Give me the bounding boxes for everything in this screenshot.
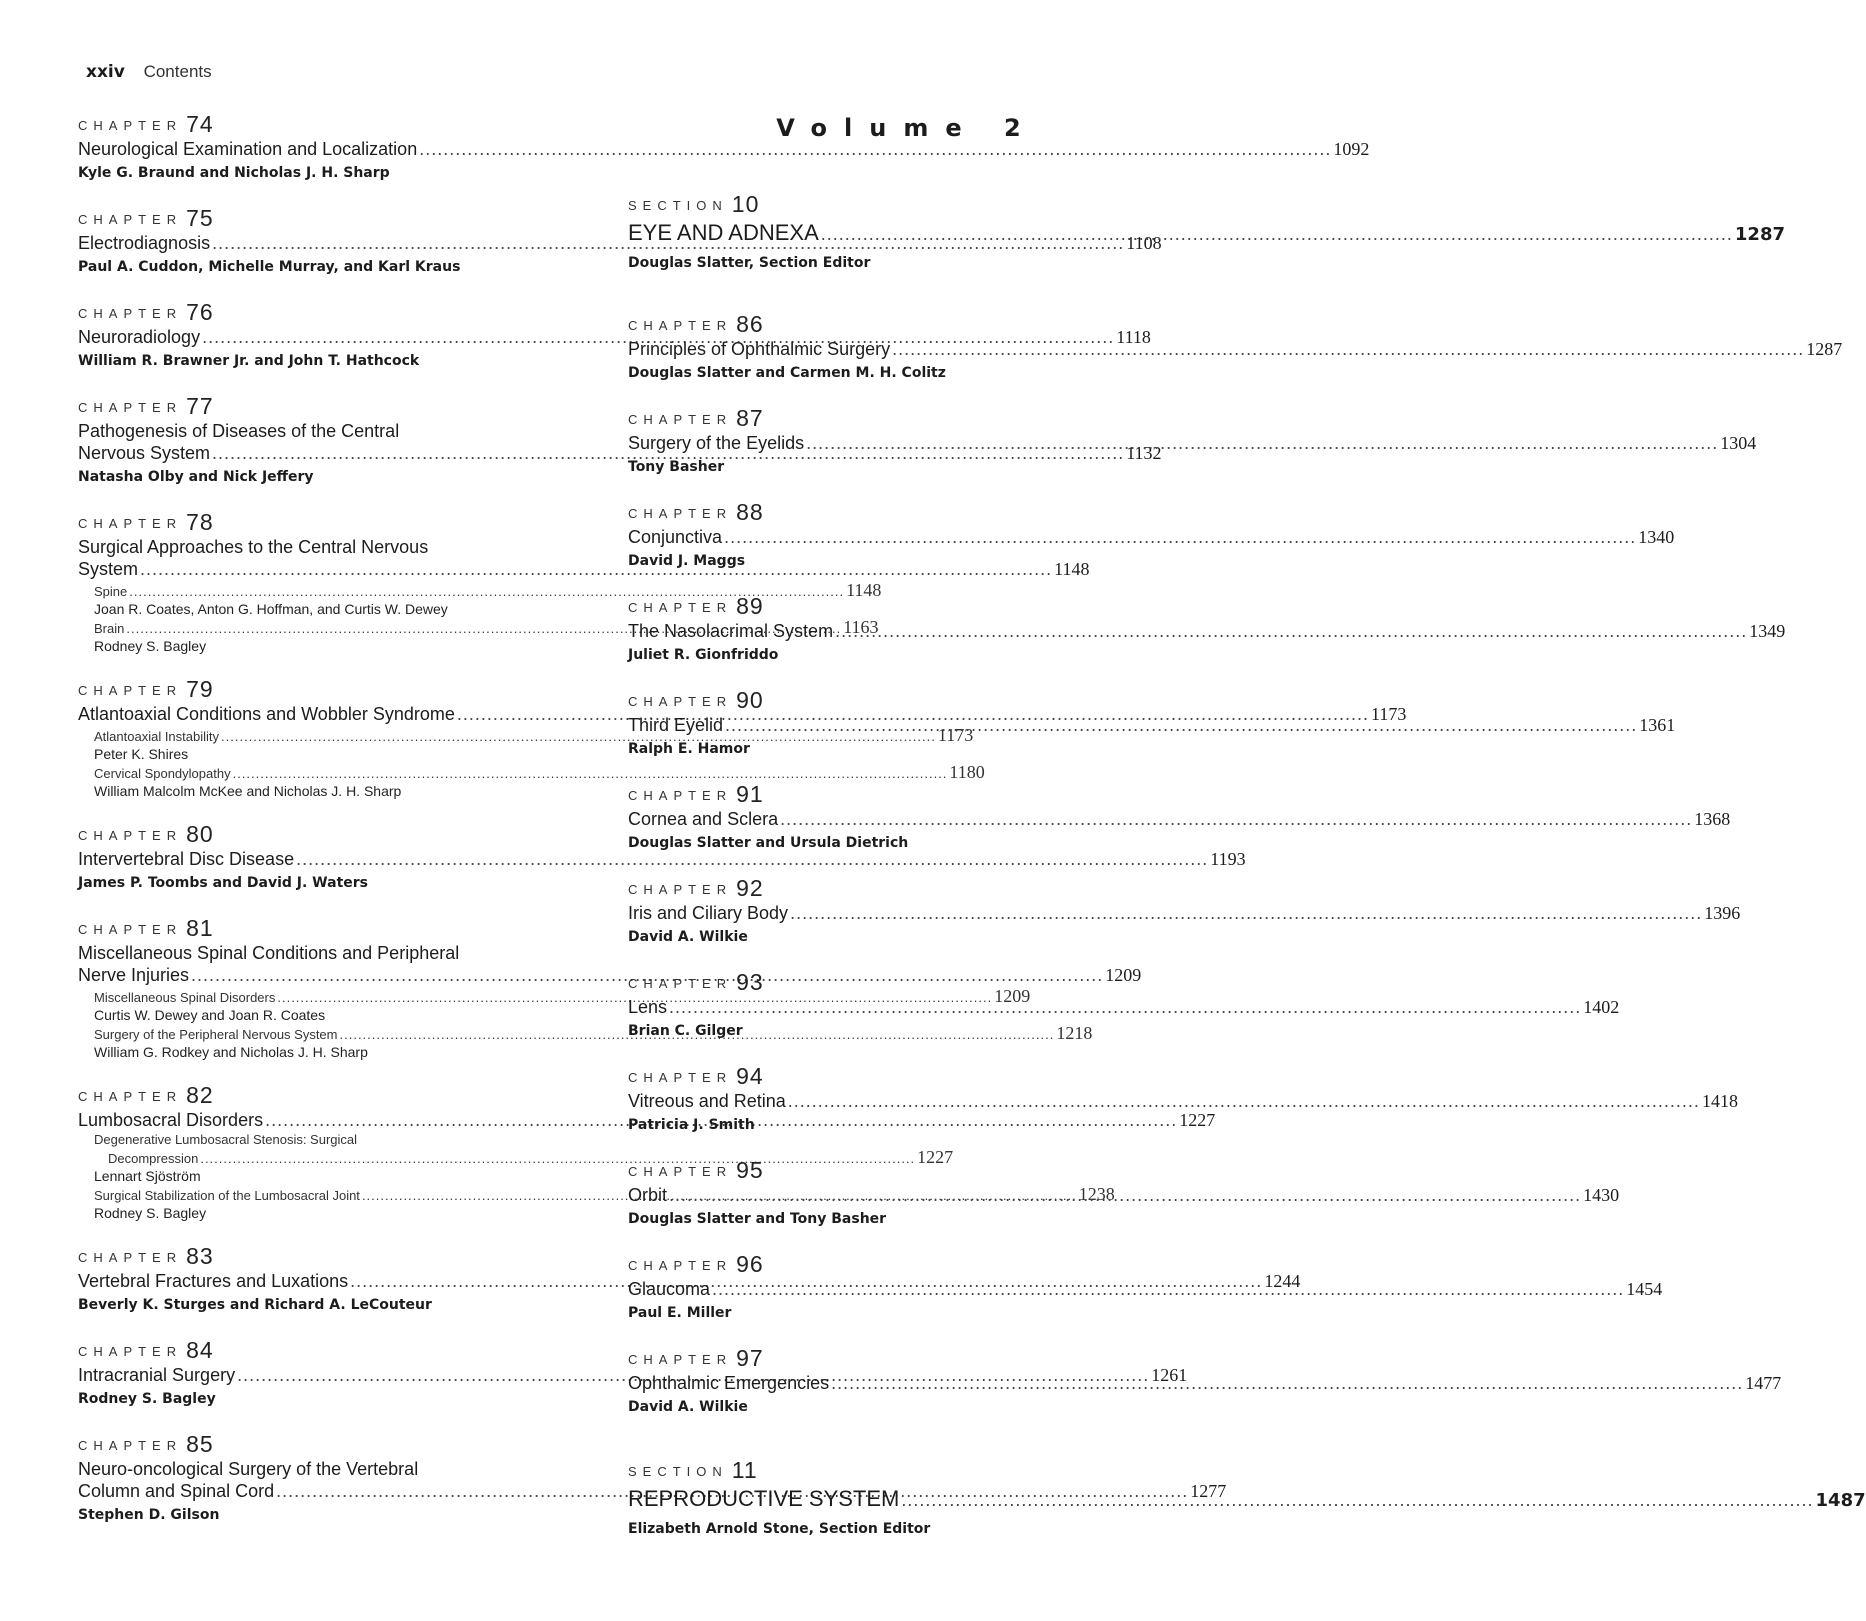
chapter-number: 84	[186, 1337, 214, 1363]
section-page: 1287	[1734, 224, 1786, 245]
chapter-label: CHAPTER 78	[78, 509, 214, 535]
chapter-authors: Juliet R. Gionfriddo	[628, 647, 779, 663]
chapter-page: 1193	[1210, 849, 1246, 869]
chapter-label: CHAPTER 83	[78, 1243, 214, 1269]
chapter-authors: Tony Basher	[628, 459, 725, 475]
chapter-title-line	[78, 138, 1370, 160]
running-title: Contents	[143, 62, 212, 81]
chapter-page: 1477	[1745, 1373, 1782, 1393]
chapter-entry[interactable]	[628, 593, 1786, 666]
chapter-number: 94	[736, 1063, 764, 1089]
chapter-number: 79	[186, 676, 214, 702]
chapter-authors: Paul E. Miller	[628, 1305, 732, 1321]
subsection-page: 1209	[994, 986, 1031, 1006]
subsection-title: Surgical Stabilization of the Lumbosacral Joint	[94, 1188, 360, 1203]
chapter-title-line	[628, 338, 1843, 360]
section-number: 10	[731, 191, 760, 217]
chapter-authors: Kyle G. Braund and Nicholas J. H. Sharp	[78, 165, 390, 181]
chapter-entry[interactable]	[628, 969, 1620, 1042]
chapter-label: CHAPTER 86	[628, 311, 764, 337]
chapter-title: Vertebral Fractures and Luxations	[78, 1271, 349, 1291]
subsection-title: Atlantoaxial Instability	[94, 729, 220, 744]
chapter-label: CHAPTER 89	[628, 593, 764, 619]
subsection-title: Cervical Spondylopathy	[94, 766, 231, 781]
chapter-number: 86	[736, 311, 764, 337]
subsection-line[interactable]	[94, 580, 882, 600]
chapter-title-line	[628, 1090, 1738, 1112]
chapter-page: 1227	[1179, 1110, 1216, 1130]
subsection-line[interactable]	[94, 762, 985, 782]
chapter-authors: Paul A. Cuddon, Michelle Murray, and Karl Kraus	[78, 259, 461, 275]
chapter-number: 92	[736, 875, 764, 901]
chapter-number: 82	[186, 1082, 214, 1108]
chapter-label: CHAPTER 87	[628, 405, 764, 431]
chapter-title: Glaucoma	[628, 1279, 711, 1299]
chapter-title: Third Eyelid	[628, 715, 724, 735]
chapter-title: Orbit	[628, 1185, 668, 1205]
chapter-label: CHAPTER 90	[628, 687, 764, 713]
chapter-title-line	[628, 526, 1675, 548]
chapter-label: CHAPTER 92	[628, 875, 764, 901]
chapter-page: 1244	[1264, 1271, 1301, 1291]
subsection-page: 1148	[846, 580, 882, 600]
chapter-entry[interactable]	[628, 781, 1731, 854]
chapter-title: Ophthalmic Emergencies	[628, 1373, 830, 1393]
subsection-title: Miscellaneous Spinal Disorders	[94, 990, 276, 1005]
chapter-entry[interactable]	[628, 875, 1741, 948]
chapter-authors: James P. Toombs and David J. Waters	[78, 875, 368, 891]
subsection-authors: Lennart Sjöström	[94, 1168, 201, 1184]
chapter-authors: Ralph E. Hamor	[628, 741, 750, 757]
chapter-label: CHAPTER 85	[78, 1431, 214, 1457]
chapter-page: 1118	[1116, 327, 1151, 347]
chapter-title-line	[628, 1184, 1620, 1206]
chapter-title: Neuroradiology	[78, 327, 201, 347]
chapter-page: 1402	[1583, 997, 1620, 1017]
subsection-line[interactable]	[94, 986, 1031, 1006]
chapter-authors: William R. Brawner Jr. and John T. Hathcock	[78, 353, 420, 369]
chapter-page: 1148	[1054, 559, 1090, 579]
chapter-page: 1108	[1126, 233, 1162, 253]
chapter-authors: Douglas Slatter and Tony Basher	[628, 1211, 887, 1227]
subsection-page: 1218	[1056, 1023, 1093, 1043]
chapter-title-line	[78, 848, 1246, 870]
subsection-authors: Rodney S. Bagley	[94, 638, 207, 654]
chapter-page: 1304	[1720, 433, 1757, 453]
subsection-page: 1163	[843, 617, 879, 637]
chapter-number: 83	[186, 1243, 214, 1269]
chapter-authors: Brian C. Gilger	[628, 1023, 743, 1039]
section-title: REPRODUCTIVE SYSTEM	[628, 1486, 900, 1511]
running-header	[86, 62, 212, 82]
chapter-title: Cornea and Sclera	[628, 809, 779, 829]
chapter-number: 77	[186, 393, 214, 419]
subsection-authors: Joan R. Coates, Anton G. Hoffman, and Curtis W. Dewey	[94, 601, 448, 617]
chapter-page: 1349	[1749, 621, 1786, 641]
chapter-title: Intervertebral Disc Disease	[78, 849, 295, 869]
section-page: 1487	[1815, 1490, 1866, 1511]
chapter-title-line	[78, 326, 1151, 348]
chapter-number: 81	[186, 915, 214, 941]
chapter-title-line	[628, 902, 1741, 924]
chapter-number: 91	[736, 781, 764, 807]
chapter-title: Nerve Injuries	[78, 965, 190, 985]
chapter-page: 1209	[1105, 965, 1142, 985]
section-title: EYE AND ADNEXA	[628, 220, 819, 245]
chapter-title: Atlantoaxial Conditions and Wobbler Syndrome	[78, 704, 455, 724]
chapter-number: 95	[736, 1157, 764, 1183]
section-editor: Elizabeth Arnold Stone, Section Editor	[628, 1521, 931, 1537]
chapter-number: 75	[186, 205, 214, 231]
subsection-authors: William Malcolm McKee and Nicholas J. H. Sharp	[94, 783, 402, 799]
chapter-title-line	[628, 808, 1731, 830]
chapter-number: 78	[186, 509, 214, 535]
chapter-authors: David A. Wilkie	[628, 1399, 748, 1415]
chapter-authors: Stephen D. Gilson	[78, 1507, 220, 1523]
chapter-page: 1430	[1583, 1185, 1620, 1205]
chapter-title: Column and Spinal Cord	[78, 1481, 275, 1501]
chapter-title: The Nasolacrimal System	[628, 621, 834, 641]
chapter-page: 1361	[1639, 715, 1676, 735]
chapter-label: CHAPTER 76	[78, 299, 214, 325]
chapter-entry[interactable]	[628, 405, 1757, 478]
chapter-label: CHAPTER 93	[628, 969, 764, 995]
chapter-page: 1454	[1626, 1279, 1663, 1299]
chapter-entry[interactable]	[628, 499, 1675, 572]
subsection-title: Surgery of the Peripheral Nervous System	[94, 1027, 338, 1042]
chapter-title: Principles of Ophthalmic Surgery	[628, 339, 891, 359]
chapter-page: 1092	[1333, 139, 1370, 159]
chapter-authors: Beverly K. Sturges and Richard A. LeCouteur	[78, 1297, 432, 1313]
chapter-title: Conjunctiva	[628, 527, 723, 547]
chapter-authors: Douglas Slatter and Ursula Dietrich	[628, 835, 909, 851]
chapter-label: CHAPTER 79	[78, 676, 214, 702]
chapter-title-first-line: Neuro-oncological Surgery of the Vertebral	[78, 1459, 419, 1479]
chapter-label: CHAPTER 97	[628, 1345, 764, 1371]
chapter-number: 85	[186, 1431, 214, 1457]
chapter-authors: Rodney S. Bagley	[78, 1391, 216, 1407]
section-number: 11	[731, 1457, 758, 1483]
chapter-label: CHAPTER 75	[78, 205, 214, 231]
chapter-authors: David A. Wilkie	[628, 929, 748, 945]
chapter-page: 1368	[1694, 809, 1731, 829]
chapter-number: 96	[736, 1251, 764, 1277]
chapter-title: Nervous System	[78, 443, 211, 463]
chapter-title: Lumbosacral Disorders	[78, 1110, 264, 1130]
chapter-title: System	[78, 559, 139, 579]
chapter-label: CHAPTER 91	[628, 781, 764, 807]
chapter-page: 1277	[1190, 1481, 1227, 1501]
chapter-title: Lens	[628, 997, 668, 1017]
chapter-label: CHAPTER 82	[78, 1082, 214, 1108]
chapter-authors: David J. Maggs	[628, 553, 746, 569]
chapter-label: CHAPTER 94	[628, 1063, 764, 1089]
chapter-number: 76	[186, 299, 214, 325]
subsection-authors: Curtis W. Dewey and Joan R. Coates	[94, 1007, 326, 1023]
subsection-title: Spine	[94, 584, 128, 599]
chapter-number: 88	[736, 499, 764, 525]
chapter-number: 89	[736, 593, 764, 619]
chapter-page: 1396	[1704, 903, 1741, 923]
chapter-page: 1418	[1701, 1091, 1738, 1111]
chapter-label: CHAPTER 88	[628, 499, 764, 525]
subsection-page: 1227	[917, 1147, 954, 1167]
chapter-page: 1261	[1151, 1365, 1188, 1385]
chapter-number: 97	[736, 1345, 764, 1371]
section-label: SECTION 10	[628, 191, 760, 217]
chapter-authors: Natasha Olby and Nick Jeffery	[78, 469, 314, 485]
chapter-page: 1173	[1371, 704, 1407, 724]
chapter-number: 93	[736, 969, 764, 995]
section-label: SECTION 11	[628, 1457, 758, 1483]
chapter-title: Electrodiagnosis	[78, 233, 211, 253]
chapter-label: CHAPTER 77	[78, 393, 214, 419]
chapter-title-first-line: Surgical Approaches to the Central Nervous	[78, 537, 429, 557]
chapter-label: CHAPTER 80	[78, 821, 214, 847]
section-editor: Douglas Slatter, Section Editor	[628, 255, 871, 271]
subsection-page: 1173	[937, 725, 974, 745]
chapter-label: CHAPTER 96	[628, 1251, 764, 1277]
subsection-authors: William G. Rodkey and Nicholas J. H. Sharp	[94, 1044, 368, 1060]
chapter-title-line	[628, 617, 1786, 642]
subsection-authors: Rodney S. Bagley	[94, 1205, 207, 1221]
chapter-title: Iris and Ciliary Body	[628, 903, 789, 923]
chapter-title-first-line: Miscellaneous Spinal Conditions and Peripheral	[78, 943, 460, 963]
chapter-label: CHAPTER 95	[628, 1157, 764, 1183]
chapter-page: 1132	[1126, 443, 1162, 463]
chapter-page: 1340	[1638, 527, 1675, 547]
chapter-title-line	[628, 996, 1620, 1018]
page-number: xxiv	[86, 62, 125, 82]
subsection-title: Decompression	[108, 1151, 199, 1166]
chapter-number: 90	[736, 687, 764, 713]
chapter-title-first-line: Pathogenesis of Diseases of the Central	[78, 421, 400, 441]
chapter-number: 87	[736, 405, 764, 431]
subsection-title-first-line: Degenerative Lumbosacral Stenosis: Surgical	[94, 1132, 358, 1147]
chapter-label: CHAPTER 81	[78, 915, 214, 941]
subsection-authors: Peter K. Shires	[94, 746, 189, 762]
chapter-title: Neurological Examination and Localization	[78, 139, 418, 159]
chapter-number: 74	[186, 111, 214, 137]
chapter-label: CHAPTER 74	[78, 111, 214, 137]
chapter-entry[interactable]	[628, 311, 1843, 384]
subsection-title: Brain	[94, 621, 125, 636]
subsection-page: 1180	[949, 762, 985, 782]
chapter-label: CHAPTER 84	[78, 1337, 214, 1363]
chapter-title: Vitreous and Retina	[628, 1091, 786, 1111]
chapter-page: 1287	[1806, 339, 1843, 359]
chapter-authors: Patricia J. Smith	[628, 1117, 755, 1133]
chapter-authors: Douglas Slatter and Carmen M. H. Colitz	[628, 365, 946, 381]
section-entry[interactable]	[628, 191, 1786, 274]
chapter-title: Surgery of the Eyelids	[628, 433, 805, 453]
chapter-title: Intracranial Surgery	[78, 1365, 236, 1385]
subsection-line[interactable]	[94, 1147, 954, 1167]
volume-title: Volume 2	[776, 114, 1038, 142]
chapter-number: 80	[186, 821, 214, 847]
subsection-page: 1238	[1078, 1184, 1115, 1204]
